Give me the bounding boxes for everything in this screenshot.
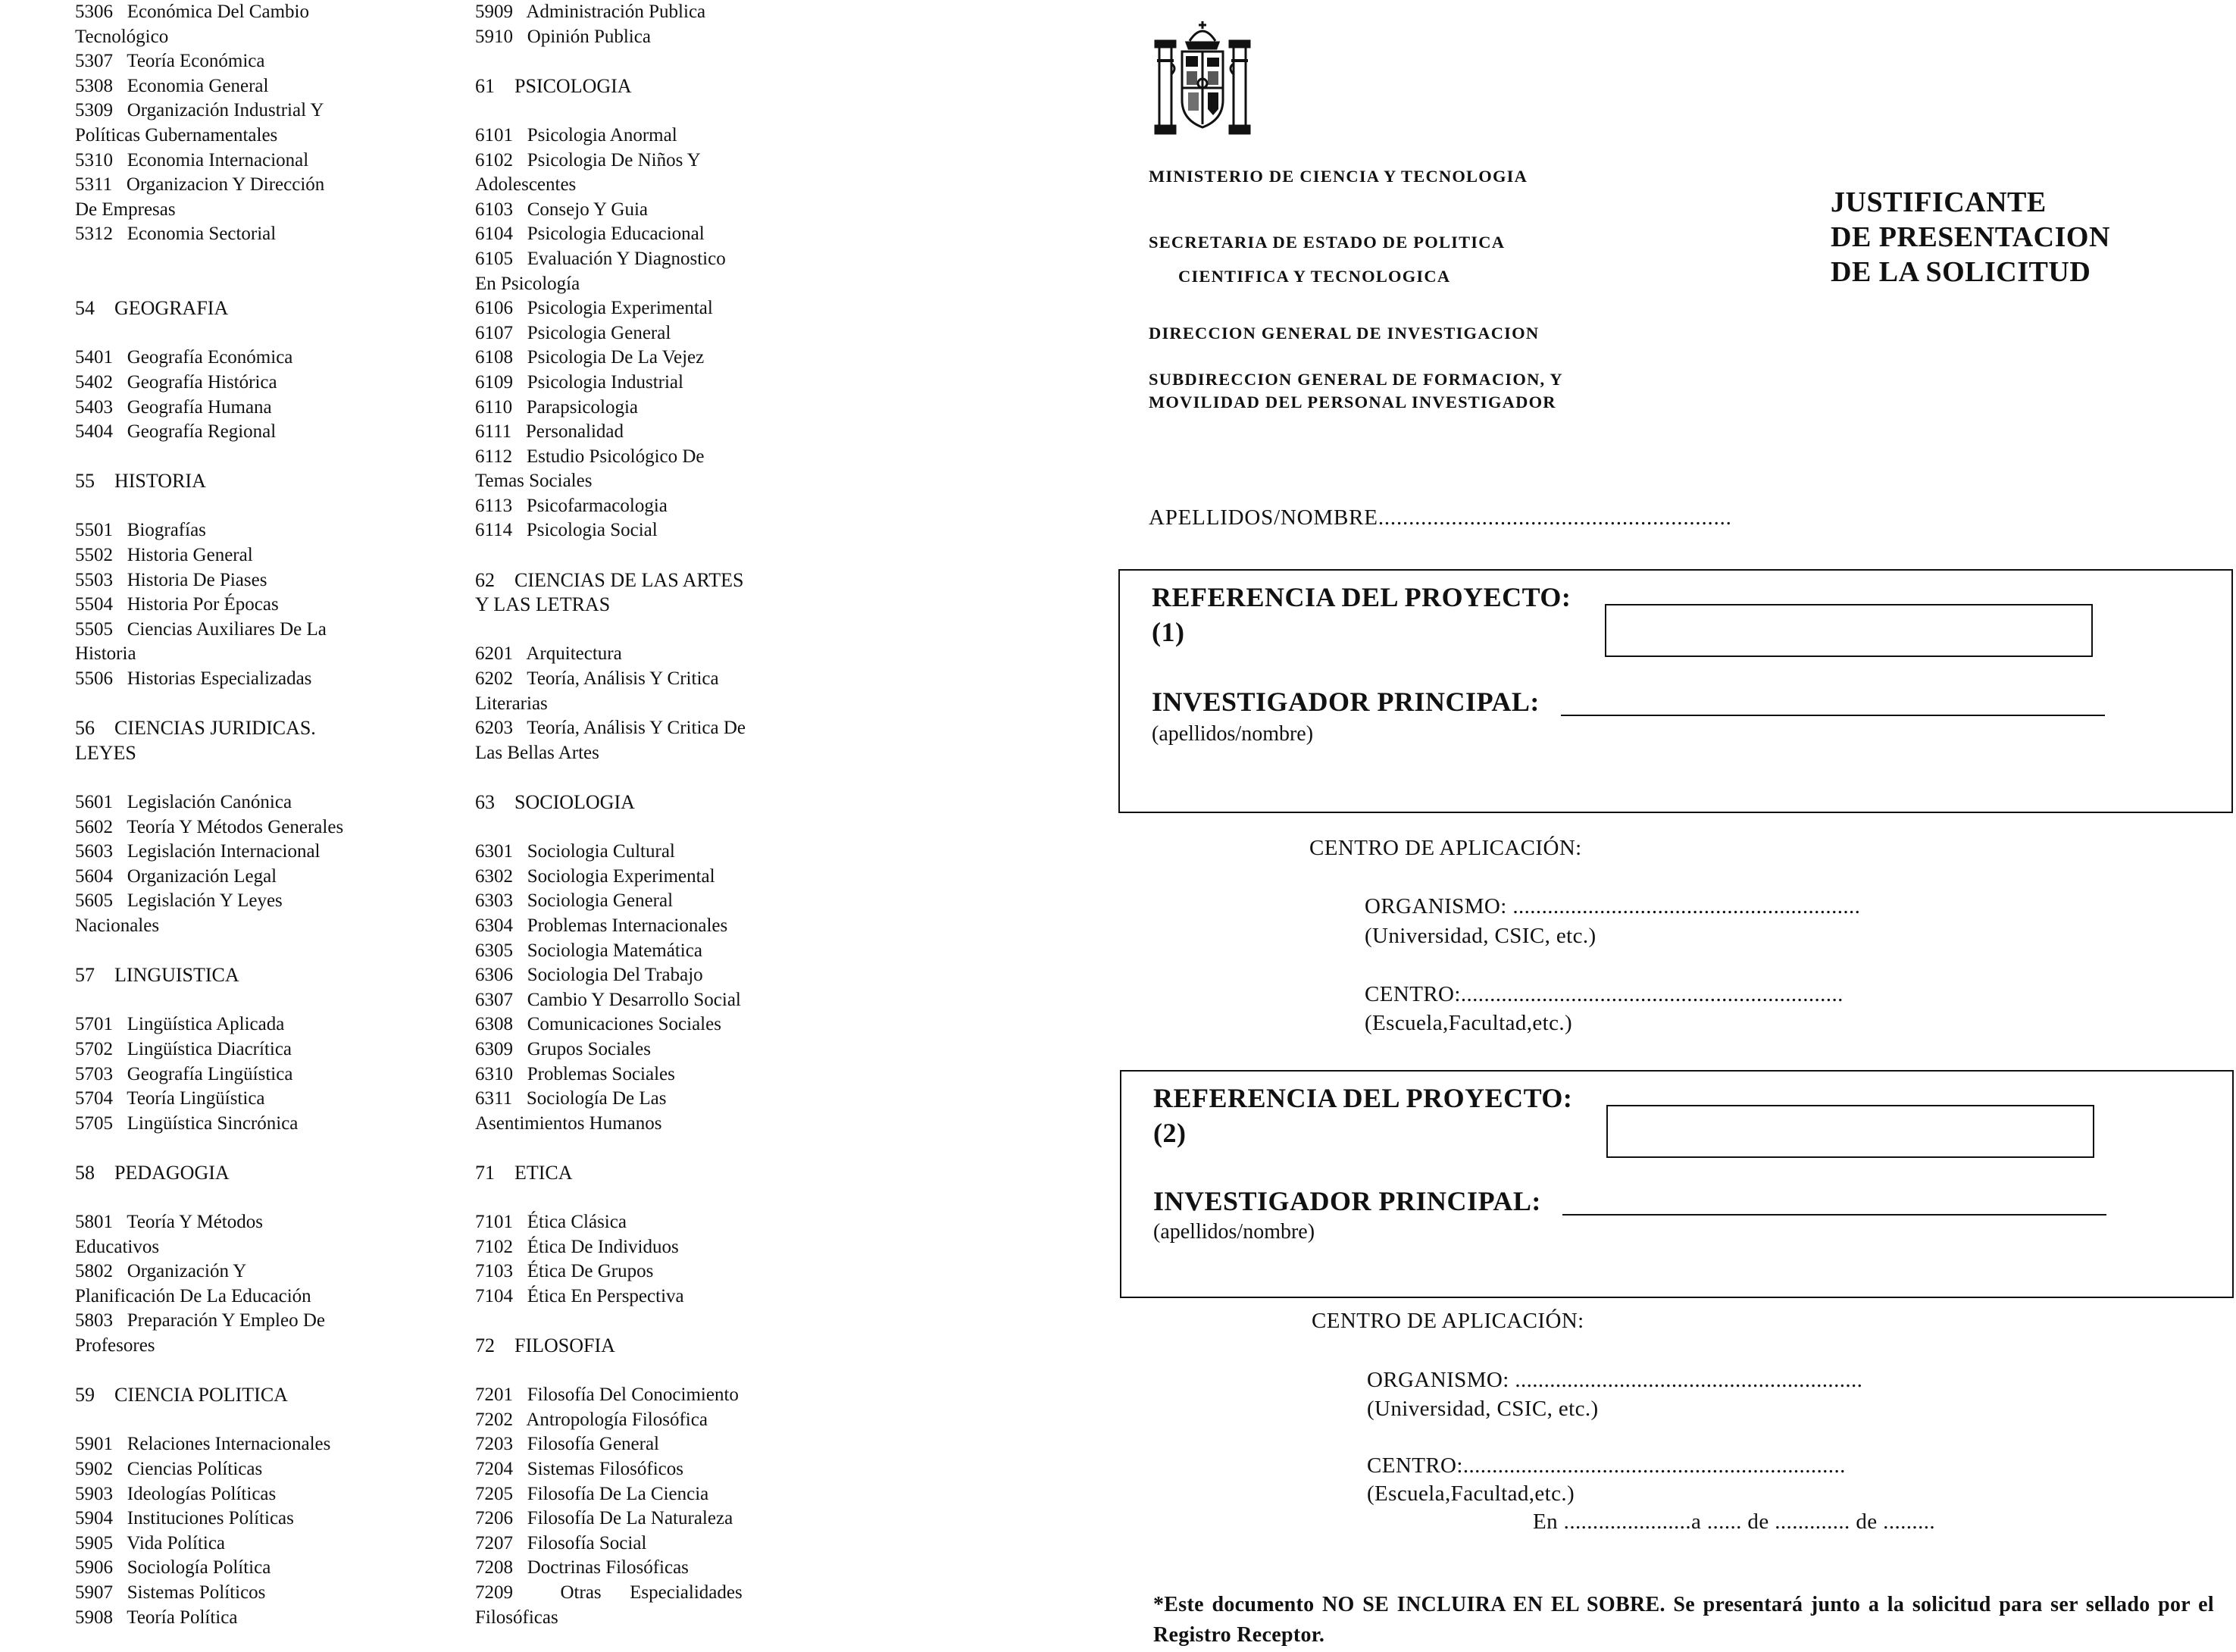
section-heading: 56 CIENCIAS JURIDICAS. [75,717,316,740]
section-heading: 71 ETICA [475,1161,573,1184]
ref-label-text: REFERENCIA DEL PROYECTO: [1152,582,1571,612]
list-item: 6307 Cambio Y Desarrollo Social [475,989,741,1010]
list-item: 5803 Preparación Y Empleo De [75,1310,325,1331]
list-item: 5307 Teoría Económica [75,51,265,72]
list-item: 6101 Psicologia Anormal [475,124,677,145]
section-heading: Y LAS LETRAS [475,593,611,616]
code-list-column-1 [75,0,393,1630]
spacer [75,247,393,272]
organismo-hint-2: (Universidad, CSIC, etc.) [1367,1397,1599,1421]
list-item: 5602 Teoría Y Métodos Generales [75,816,344,837]
list-item: 7101 Ética Clásica [475,1212,627,1233]
list-item: 5702 Lingüística Diacrítica [75,1038,292,1059]
list-item: 5404 Geografía Regional [75,421,277,443]
list-item: 6310 Problemas Sociales [475,1063,675,1084]
list-item: Asentimientos Humanos [475,1112,662,1134]
secretaria-line-1: SECRETARIA DE ESTADO DE POLITICA [1149,233,1506,252]
spacer [75,939,393,964]
list-item: 5504 Historia Por Épocas [75,594,279,615]
centro-hint-2: (Escuela,Facultad,etc.) [1367,1481,1575,1506]
spacer [475,543,801,568]
list-item: 5503 Historia De Piases [75,569,267,590]
investigator-label-1: INVESTIGADOR PRINCIPAL: [1152,687,1540,717]
ministry-name: MINISTERIO DE CIENCIA Y TECNOLOGIA [1149,167,1528,186]
list-item: Literarias [475,693,548,714]
list-item: 6109 Psicologia Industrial [475,371,683,393]
section-heading: 62 CIENCIAS DE LAS ARTES [475,568,744,591]
list-item: De Empresas [75,199,176,220]
centro-field-1[interactable]: CENTRO:.................................................................. [1365,982,1844,1006]
subdireccion-line-2: MOVILIDAD DEL PERSONAL INVESTIGADOR [1149,393,1556,411]
organismo-field-1[interactable]: ORGANISMO: ............................................................ [1365,894,1861,918]
title-line-3: DE LA SOLICITUD [1831,256,2091,288]
list-item: En Psicología [475,273,580,294]
coat-of-arms-emblem [1146,18,1259,142]
spacer [475,49,801,74]
list-item: 6104 Psicologia Educacional [475,224,705,245]
project-box-1 [1118,569,2233,813]
list-item: 5701 Lingüística Aplicada [75,1014,285,1035]
list-item: 6112 Estudio Psicológico De [475,446,705,467]
list-item: 6110 Parapsicologia [475,396,639,418]
list-item: 6303 Sociologia General [475,890,674,912]
spacer [75,1408,393,1433]
list-item: 6309 Grupos Sociales [475,1038,651,1059]
list-item: 6106 Psicologia Experimental [475,298,713,319]
investigator-hint-1: (apellidos/nombre) [1152,722,1314,746]
spacer [475,1186,801,1211]
investigator-hint-2: (apellidos/nombre) [1153,1220,1315,1244]
list-item: 5501 Biografías [75,520,206,541]
spacer [75,765,393,790]
list-item: 5603 Legislación Internacional [75,841,321,862]
spacer [75,445,393,470]
list-item: 5801 Teoría Y Métodos [75,1212,263,1233]
document-title [1831,185,2110,289]
centro-field-2[interactable]: CENTRO:.................................................................. [1367,1453,1846,1478]
reference-input-2[interactable] [1606,1105,2094,1158]
list-item: 6201 Arquitectura [475,643,622,665]
list-item: Planificación De La Educación [75,1285,311,1306]
list-item: 5401 Geografía Económica [75,347,293,368]
centro-hint-1: (Escuela,Facultad,etc.) [1365,1011,1573,1035]
list-item: 7205 Filosofía De La Ciencia [475,1483,709,1504]
section-heading: 55 HISTORIA [75,470,206,493]
list-item: 5506 Historias Especializadas [75,668,312,690]
spacer [75,1359,393,1384]
list-item: 6105 Evaluación Y Diagnostico [475,248,726,269]
section-heading: 63 SOCIOLOGIA [475,791,635,813]
list-item: Políticas Gubernamentales [75,124,278,145]
project-reference-label [1152,580,1571,649]
list-item: 5312 Economia Sectorial [75,224,277,245]
list-item: Tecnológico [75,26,169,47]
list-item: 6108 Psicologia De La Vejez [475,347,705,368]
list-item: 7207 Filosofía Social [475,1532,647,1553]
list-item: 5705 Lingüística Sincrónica [75,1112,299,1134]
list-item: 6308 Comunicaciones Sociales [475,1014,721,1035]
list-item: 5704 Teoría Lingüística [75,1088,265,1109]
list-item: 7102 Ética De Individuos [475,1236,679,1257]
list-item: 7104 Ética En Perspectiva [475,1285,684,1306]
section-heading: 57 LINGUISTICA [75,964,239,987]
apellidos-nombre-field[interactable]: APELLIDOS/NOMBRE.......................................................... [1149,505,1732,530]
list-item: 5311 Organizacion Y Dirección [75,174,325,196]
spacer [75,494,393,519]
list-item: 5802 Organización Y [75,1261,247,1282]
direccion-general: DIRECCION GENERAL DE INVESTIGACION [1149,324,1540,343]
secretaria-line-2: CIENTIFICA Y TECNOLOGICA [1178,267,1451,286]
list-item: Historia [75,643,136,665]
spacer [75,272,393,297]
list-item: 5403 Geografía Humana [75,396,272,418]
instruction-note: *Este documento NO SE INCLUIRA EN EL SOBRE. Se presentará junto a la solicitud para ser sellado por el Registro Receptor. [1153,1593,2214,1647]
list-item: Temas Sociales [475,471,593,492]
list-item: 6202 Teoría, Análisis Y Critica [475,668,719,690]
list-item: 5904 Instituciones Políticas [75,1508,294,1529]
list-item: 5703 Geografía Lingüística [75,1063,293,1084]
list-item: 7208 Doctrinas Filosóficas [475,1557,689,1578]
list-item: 7202 Antropología Filosófica [475,1409,708,1430]
spacer [475,815,801,840]
list-item: 6111 Personalidad [475,421,624,443]
spacer [475,618,801,643]
investigator-label-2: INVESTIGADOR PRINCIPAL: [1153,1186,1541,1216]
list-item: 6304 Problemas Internacionales [475,915,728,936]
ref-number: (1) [1152,617,1185,647]
spacer [75,692,393,717]
organismo-field-2[interactable]: ORGANISMO: ............................................................ [1367,1368,1863,1392]
list-item: 7103 Ética De Grupos [475,1261,654,1282]
list-item: 5310 Economia Internacional [75,149,309,171]
list-item: 5910 Opinión Publica [475,26,651,47]
spacer [75,1186,393,1211]
list-item: 5502 Historia General [75,545,253,566]
list-item: 5402 Geografía Histórica [75,371,277,393]
section-heading: 58 PEDAGOGIA [75,1161,230,1184]
list-item: 5605 Legislación Y Leyes [75,890,283,912]
list-item: 5902 Ciencias Políticas [75,1459,263,1480]
list-item: 5505 Ciencias Auxiliares De La [75,618,327,640]
spacer [475,765,801,790]
section-heading: 61 PSICOLOGIA [475,74,632,97]
list-item: Nacionales [75,915,160,936]
centro-aplicacion-label-2: CENTRO DE APLICACIÓN: [1312,1309,1584,1333]
list-item: 6306 Sociologia Del Trabajo [475,965,703,986]
ref-label-text: REFERENCIA DEL PROYECTO: [1153,1083,1573,1113]
list-item: 6103 Consejo Y Guia [475,199,648,220]
title-line-2: DE PRESENTACION [1831,221,2110,253]
section-heading: LEYES [75,741,136,764]
code-list-column-2 [475,0,801,1630]
list-item: 7206 Filosofía De La Naturaleza [475,1508,733,1529]
list-item: 5905 Vida Política [75,1532,226,1553]
section-heading: 54 GEOGRAFIA [75,297,229,320]
list-item: 5309 Organización Industrial Y [75,100,324,121]
list-item: 6113 Psicofarmacologia [475,495,668,516]
list-item: 5906 Sociología Política [75,1557,271,1578]
spacer [475,1309,801,1334]
list-item: 5907 Sistemas Políticos [75,1582,266,1603]
list-item: 6102 Psicologia De Niños Y [475,149,701,171]
section-heading: 72 FILOSOFIA [475,1334,615,1357]
list-item: Adolescentes [475,174,577,196]
list-item: 6305 Sociologia Matemática [475,940,702,961]
list-item: Educativos [75,1236,160,1257]
list-item: Filosóficas [475,1607,558,1628]
project-box-2 [1120,1070,2234,1298]
spacer [75,988,393,1013]
list-item: 5604 Organización Legal [75,865,277,887]
list-item: 6302 Sociologia Experimental [475,865,715,887]
spacer [75,1136,393,1161]
list-item: 5306 Económica Del Cambio [75,2,309,22]
reference-input-1[interactable] [1605,604,2093,657]
organismo-hint-1: (Universidad, CSIC, etc.) [1365,924,1596,948]
list-item: 6203 Teoría, Análisis Y Critica De [475,718,746,739]
list-item: 5908 Teoría Política [75,1607,238,1628]
subdireccion-line-1: SUBDIRECCION GENERAL DE FORMACION, Y [1149,370,1563,389]
list-item: 5909 Administración Publica [475,2,706,22]
spacer [475,1359,801,1384]
list-item: 7204 Sistemas Filosóficos [475,1459,684,1480]
section-heading: 59 CIENCIA POLITICA [75,1384,288,1406]
list-item: 5601 Legislación Canónica [75,792,292,812]
ref-number: (2) [1153,1118,1187,1148]
list-item: Profesores [75,1335,155,1356]
project-reference-label [1153,1081,1572,1150]
list-item: Las Bellas Artes [475,742,599,763]
list-item: 5901 Relaciones Internacionales [75,1434,331,1455]
list-item: 5903 Ideologías Políticas [75,1483,277,1504]
list-item: 6114 Psicologia Social [475,520,658,541]
list-item: 7203 Filosofía General [475,1434,660,1455]
title-line-1: JUSTIFICANTE [1831,186,2047,218]
date-line[interactable]: En ......................a ...... de ............. de ......... [1533,1510,1936,1534]
list-item: 7201 Filosofía Del Conocimiento [475,1384,739,1406]
investigator-input-1[interactable] [1561,715,2105,716]
list-item: 6301 Sociologia Cultural [475,841,675,862]
list-item: 7209 Otras Especialidades [475,1582,743,1603]
centro-aplicacion-label-1: CENTRO DE APLICACIÓN: [1309,836,1582,860]
investigator-input-2[interactable] [1562,1214,2106,1216]
spacer [475,99,801,124]
list-item: 6107 Psicologia General [475,322,671,343]
list-item: 5308 Economia General [75,75,269,96]
spacer [475,1136,801,1161]
spacer [75,321,393,346]
list-item: 6311 Sociología De Las [475,1088,667,1109]
